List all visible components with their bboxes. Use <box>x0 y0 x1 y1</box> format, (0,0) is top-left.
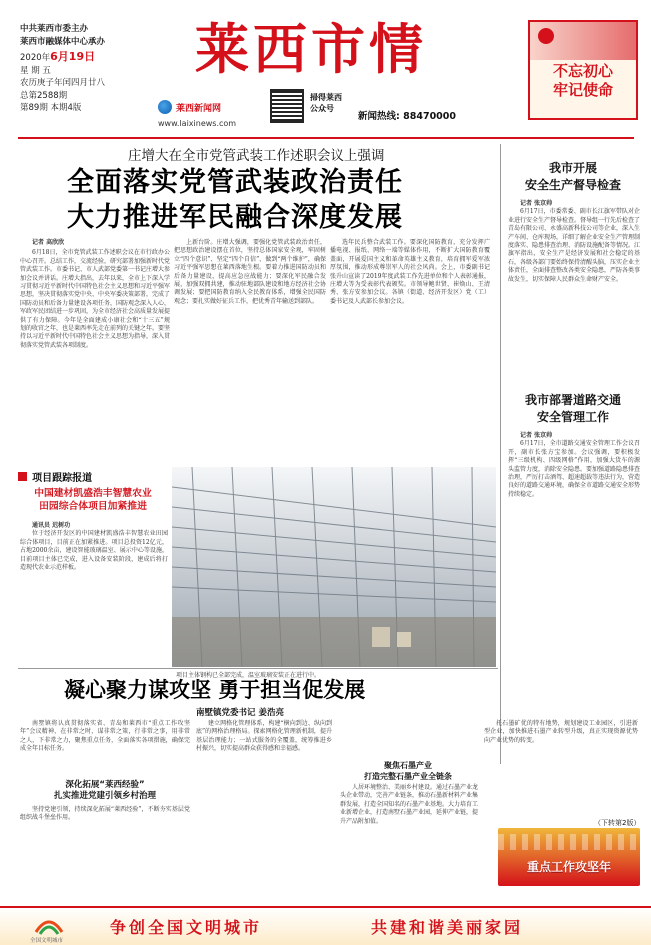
org-line-2: 莱西市融媒体中心承办 <box>20 36 106 47</box>
header-rule <box>18 137 634 139</box>
qr-caption-1: 掃得莱西 <box>310 93 342 102</box>
road-body <box>508 432 640 499</box>
qr-caption-2: 公众号 <box>310 104 334 113</box>
badge-line-2: 牢记使命 <box>552 81 613 99</box>
weekday: 星 期 五 <box>20 65 51 76</box>
footer-slogan-2: 共建和谐美丽家园 <box>371 918 524 937</box>
project-title-2: 田园综合体项目加紧推进 <box>39 501 147 512</box>
safety-title-2: 安全生产督导检查 <box>524 178 621 192</box>
continued-note: （下转第2版） <box>594 819 641 827</box>
date-line <box>20 51 138 65</box>
road-title-2: 安全管理工作 <box>536 410 609 424</box>
lunar-date: 农历庚子年闰四月廿八 <box>20 78 106 88</box>
header-meta <box>20 23 138 115</box>
lead-column-1 <box>20 239 170 350</box>
column-divider <box>500 144 501 764</box>
lead-column-2: 上新台阶。庄增大强调，要强化党管武装政治责任，把思想政治建设摆在首位，坚持总体国家安全观，牢固树立“四个意识”、坚定“四个自信”、做到“两个维护”，确保习近平强军思想在莱西落地生根。要着力推进国防动员和后备力量建设，提高应急应战能力；要深化军民融合发展，加强双拥共建，推动驻地部队建设和地方经济社会协调发展；要把国防教育纳入全民教育体系，增强全民国防观念；要扎实做好征兵工作，把优秀青年输送到部队。 <box>174 239 326 305</box>
lower-headline: 凝心聚力谋攻坚 勇于担当促发展 <box>64 678 366 702</box>
site-url[interactable]: www.laixinews.com <box>158 119 237 128</box>
project-title-1: 中国建材凯盛浩丰智慧农业 <box>34 488 152 499</box>
masthead-title: 莱西市情 <box>195 17 427 81</box>
lower-rule <box>18 668 498 669</box>
org-line-1: 中共莱西市委主办 <box>20 24 89 34</box>
site-logo-icon <box>158 100 172 114</box>
date-day: 6月19日 <box>50 50 96 63</box>
lower-col3-sub-2: 打造完整石墨产业全链条 <box>364 772 452 781</box>
badge-line-1: 不忘初心 <box>552 62 613 80</box>
lead-headline-1: 全面落实党管武装政治责任 <box>67 167 403 198</box>
date-year: 2020年 <box>20 53 51 63</box>
site-block <box>158 100 278 130</box>
lower-box-title <box>20 780 190 802</box>
safety-body <box>508 200 640 284</box>
footer-slogan-bar <box>0 906 651 945</box>
qr-caption <box>310 92 342 114</box>
lead-column-3: 选年民兵整合武装工作。要深化国防教育，充分发挥广播电视、报纸、网络一端等媒体作用，不断扩大国防教育覆盖面，开展爱国主义和革命英雄主义教育，培育拥军爱军浓厚氛围，推动形成尊崇军人的社会风尚。会上，市委副书记张升山宣读了2019年度武装工作先进单位和个人表彰通报，庄增大等为受表彰代表颁奖。市领导鲍世贤、崔焕山、王清秀、张方安参加会议。各镇（街道、经济开发区）党（工）委书记及人武部长参加会议。 <box>330 239 490 305</box>
hotline-label: 新闻热线: <box>358 111 400 122</box>
safety-title <box>504 160 642 194</box>
section-square-icon <box>18 472 27 481</box>
road-reporter: 记者 张京帅 <box>520 432 553 439</box>
safety-title-1: 我市开展 <box>548 161 597 175</box>
lead-kicker: 庄增大在全市党管武装工作述职会议上强调 <box>128 148 385 164</box>
road-title-1: 我市部署道路交通 <box>524 393 621 407</box>
greenhouse-photo <box>172 467 496 667</box>
project-reporter: 通讯员 迟树功 <box>32 522 71 529</box>
lower-col4: 托石墨矿优的特有地势，规划建设工业园区，引进新型企业，加快推进石墨产业转型升级，真正实现资源优势向产业优势的转变。 <box>484 720 638 744</box>
lead-reporter: 记者 高欣欣 <box>32 239 65 246</box>
focus-year-banner <box>498 828 640 886</box>
project-label-text: 项目跟踪报道 <box>32 473 93 484</box>
project-body <box>20 522 168 572</box>
lead-headline-2: 大力推进军民融合深度发展 <box>67 202 403 233</box>
project-section-label <box>18 466 164 484</box>
footer-slogan-1: 争创全国文明城市 <box>110 918 263 937</box>
photo-caption: 项目主体钢构已全部完成，温室玻璃安装正在进行中。 <box>176 672 321 679</box>
lower-col2: 建立网格化管理体系，构建“横向到边、纵向到底”的网格治理格局。探索网格化管理新机制，提升基层治理能力；一站式服务的全覆盖，统筹推进乡村振兴，切实提高群众获得感和幸福感。 <box>196 720 332 753</box>
issue-number: 第89期 本期4版 <box>20 103 82 113</box>
project-title <box>18 487 168 513</box>
civilized-city-logo-text: 全国文明城市 <box>30 938 64 944</box>
hotline-number: 88470000 <box>403 111 457 122</box>
road-text: 6月17日，全市道路交通安全管理工作会议召开，副市长张方宝参加。会议强调，要积极发挥“三级机构、四级网格”作用，加强大货车的源头监管力度，消除安全隐患。要加强道路隐患排查治理，严厉打击酒驾、超速超载等违法行为，营造良好的道路交通环境，确保全市道路交通安全形势持续稳定。 <box>508 440 641 498</box>
lower-col3: 人居环境整治、美丽乡村建设。通过石墨产业龙头企业带动，完善产业链条，推动石墨新材料产业集群发展，打造全国知名的石墨产业基地。大力培育工业新增企业，打造南墅石墨产业园，延伸产业链，提升产品附加值。 <box>340 784 479 825</box>
lower-col3-sub-1: 聚焦石墨产业 <box>384 761 432 770</box>
lower-box-title-1: 深化拓展“莱西经验” <box>65 780 145 790</box>
issue-total: 总第2588期 <box>20 90 68 101</box>
lead-col1-text: 6月18日，全市党管武装工作述职会议在市行政办公中心召开。总结工作，交流经验，研究部署加强新时代党管武装工作。市委书记、市人武部党委第一书记庄增大参加会议并讲话。庄增大指出，去年以来，全市上下深入学习贯彻习近平新时代中国特色社会主义思想和习近平强军思想，坚决贯彻落实党中央、中央军委决策部署，完成了国防动员和后备力量建设各项任务，国防观念深入人心，军政军民团结进一步巩固，为全市经济社会高质量发展提供了有力保障。今年是全面建成小康社会和“十三五”规划的收官之年，也是莱西率先走在前列的关键之年。要坚持以习近平新时代中国特色社会主义思想为指导，深入贯彻落实党管武装各项制度。 <box>20 249 171 349</box>
lower-col3-subtitle <box>340 760 476 782</box>
lower-col1b: 坚持党建引领，持续深化拓展“莱西经验”，不断夯实基层党组织战斗堡垒作用。 <box>20 806 190 822</box>
qr-code-icon <box>270 89 304 123</box>
civilized-city-logo-icon <box>34 912 64 936</box>
lower-col1: 南墅镇将认真贯彻落实省、青岛和莱西市“重点工作攻坚年”会议精神，在非常之时，谋非常之策，行非常之事，用非常之人，下非常之力，聚焦重点任务，全面落实各项措施，确保完成全年目标任务。 <box>20 720 190 753</box>
project-text: 位于经济开发区的中国建材凯盛浩丰智慧农业田园综合体项目，目前正在加紧推进。项目总投资12亿元，占地2000余亩，建设智能玻璃温室、展示中心等设施，目前项目主体已完成，进入设备安装阶段，建成后将打造现代农业示范样板。 <box>20 530 168 572</box>
lower-subtitle: 南墅镇党委书记 姜浩亮 <box>196 708 284 718</box>
safety-reporter: 记者 张京帅 <box>520 200 553 207</box>
party-badge <box>528 20 638 120</box>
road-title <box>504 392 642 426</box>
focus-year-title: 重点工作攻坚年 <box>526 860 611 874</box>
lower-box-title-2: 扎实推进党建引领乡村治理 <box>53 791 156 801</box>
hotline <box>358 108 456 122</box>
greenhouse-structure <box>172 467 496 667</box>
site-name: 莱西新闻网 <box>176 103 222 114</box>
safety-text: 6月17日，市委常委、副市长江旗军带队对企业进行安全生产督导检查。督导组一行先后检查了青岛有限公司、永盛高新科技公司等企业，深入生产车间、仓库现场，详细了解企业安全生产管理制度落实、隐患排查治理、消防设施配备等情况。江旗军指出，安全生产是经济发展和社会稳定的基石，各级各部门要始终保持清醒头脑，压实企业主体责任，全面排查整改各类安全隐患，严防各类事故发生，切实保障人民群众生命财产安全。 <box>508 208 641 283</box>
